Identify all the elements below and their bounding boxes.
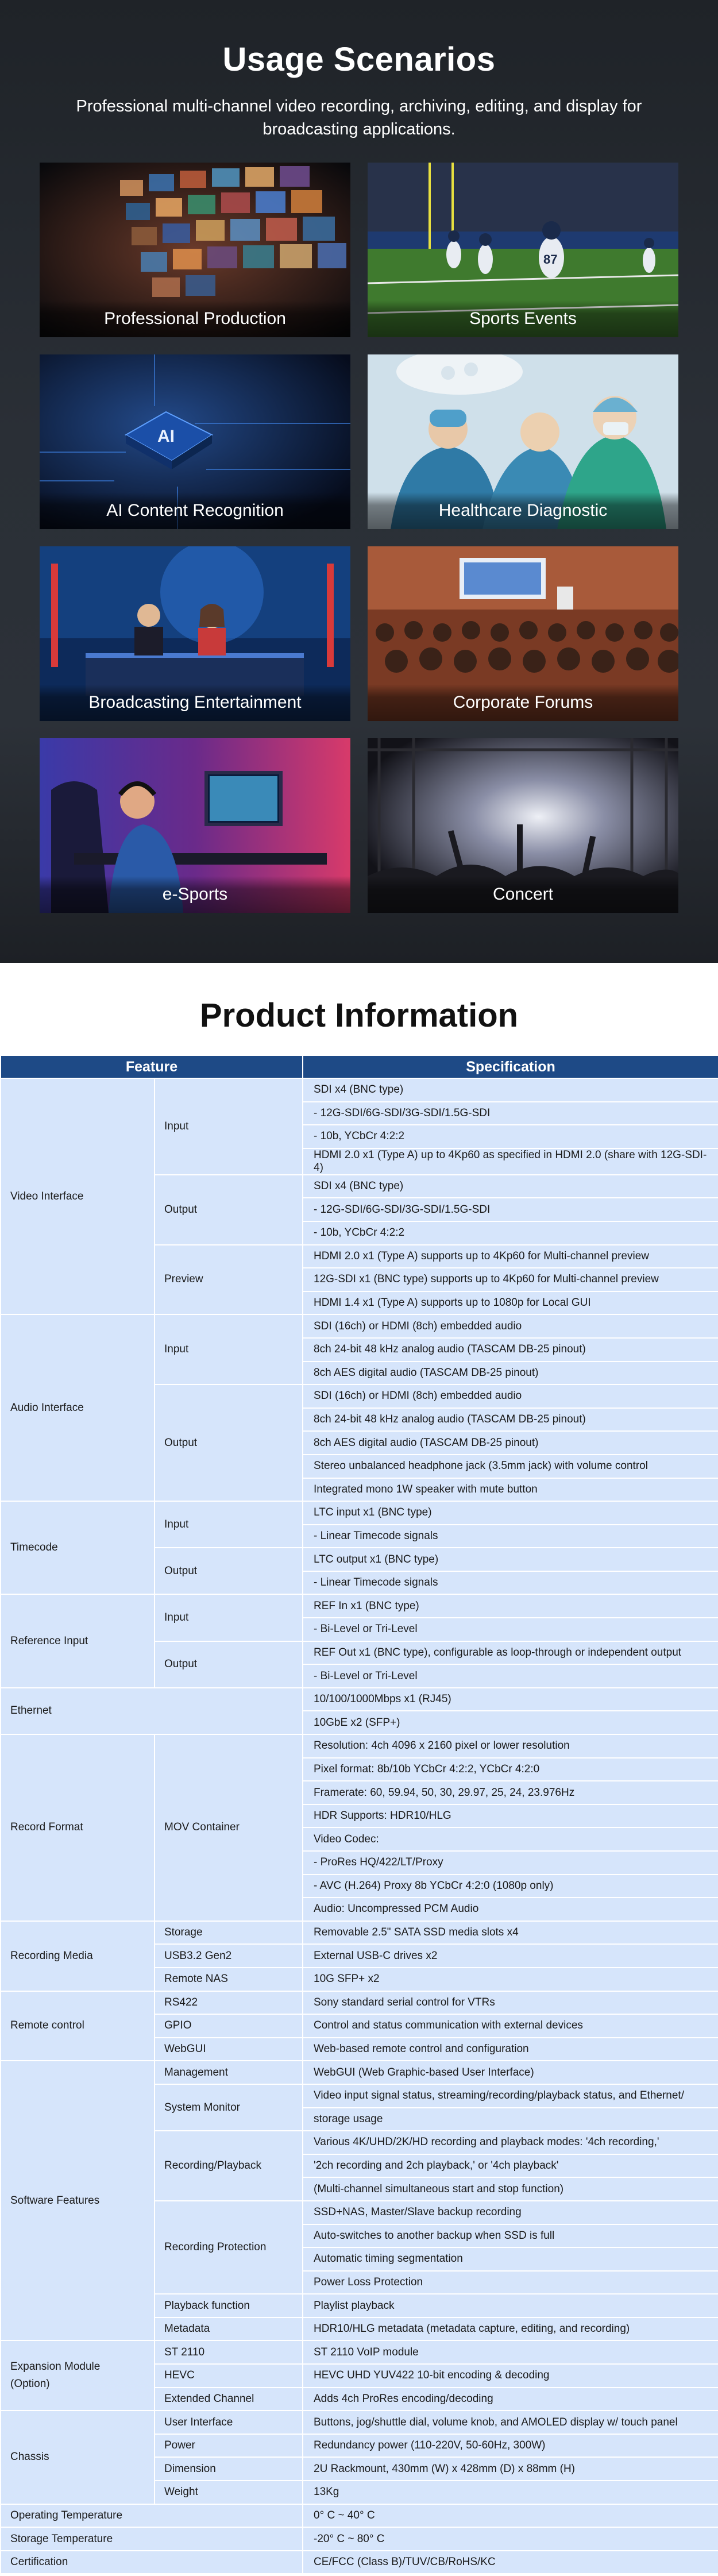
spec-cell: LTC input x1 (BNC type): [303, 1501, 718, 1525]
spec-cell: ST 2110 VoIP module: [303, 2340, 718, 2364]
subfeature-cell: Input: [155, 1594, 303, 1641]
table-row: [1, 1314, 718, 1338]
table-row: [1, 1594, 718, 1618]
spec-cell: 10G SFP+ x2: [303, 1968, 718, 1991]
spec-cell: REF In x1 (BNC type): [303, 1594, 718, 1618]
subfeature-cell: Remote NAS: [155, 1968, 303, 1991]
table-row: [1, 1991, 718, 2015]
spec-cell: - 12G-SDI/6G-SDI/3G-SDI/1.5G-SDI: [303, 1198, 718, 1221]
subfeature-cell: Output: [155, 1175, 303, 1245]
spec-cell: WebGUI (Web Graphic-based User Interface): [303, 2061, 718, 2084]
scenario-card-healthcare-diagnostic: [368, 354, 678, 529]
scenario-label: Professional Production: [40, 300, 350, 337]
spec-cell: HEVC UHD YUV422 10-bit encoding & decoding: [303, 2364, 718, 2388]
subfeature-cell: Preview: [155, 1245, 303, 1315]
spec-cell: Redundancy power (110-220V, 50-60Hz, 300W): [303, 2434, 718, 2458]
subfeature-cell: User Interface: [155, 2411, 303, 2434]
spec-cell: External USB-C drives x2: [303, 1944, 718, 1968]
spec-cell: 8ch AES digital audio (TASCAM DB-25 pinout): [303, 1431, 718, 1455]
subfeature-cell: System Monitor: [155, 2084, 303, 2131]
feature-label-option: (Option): [10, 2378, 50, 2390]
spec-cell: Playlist playback: [303, 2294, 718, 2317]
spec-cell: Stereo unbalanced headphone jack (3.5mm jack) with volume control: [303, 1455, 718, 1478]
spec-cell: SDI (16ch) or HDMI (8ch) embedded audio: [303, 1314, 718, 1338]
scenario-card-corporate-forums: [368, 546, 678, 721]
feature-cell: Operating Temperature: [1, 2504, 303, 2528]
scenario-card-broadcasting-entertainment: [40, 546, 350, 721]
subfeature-cell: MOV Container: [155, 1734, 303, 1921]
subfeature-cell: Power: [155, 2434, 303, 2458]
spec-cell: HDR Supports: HDR10/HLG: [303, 1804, 718, 1828]
spec-cell: REF Out x1 (BNC type), configurable as loop-through or independent output: [303, 1641, 718, 1665]
scenario-label: Broadcasting Entertainment: [40, 684, 350, 721]
spec-cell: CE/FCC (Class B)/TUV/CB/RoHS/KC: [303, 2551, 718, 2574]
table-header-row: [1, 1055, 718, 1078]
spec-cell: 13Kg: [303, 2481, 718, 2504]
subfeature-cell: Storage: [155, 1921, 303, 1945]
subfeature-cell: Input: [155, 1078, 303, 1175]
scenario-label: Healthcare Diagnostic: [368, 492, 678, 529]
spec-cell: storage usage: [303, 2108, 718, 2131]
scenario-label: Corporate Forums: [368, 684, 678, 721]
scenario-label: Sports Events: [368, 300, 678, 337]
spec-cell: Web-based remote control and configuration: [303, 2038, 718, 2061]
spec-cell: Resolution: 4ch 4096 x 2160 pixel or lower resolution: [303, 1734, 718, 1758]
subfeature-cell: WebGUI: [155, 2038, 303, 2061]
table-row: [1, 1078, 718, 1102]
feature-cell: Software Features: [1, 2061, 155, 2340]
spec-cell: Framerate: 60, 59.94, 50, 30, 29.97, 25, 24, 23.976Hz: [303, 1781, 718, 1804]
table-row: [1, 2504, 718, 2528]
scenario-label: e-Sports: [40, 876, 350, 913]
scenario-grid: [40, 163, 678, 913]
spec-cell: Sony standard serial control for VTRs: [303, 1991, 718, 2015]
spec-cell: HDMI 1.4 x1 (Type A) supports up to 1080p for Local GUI: [303, 1291, 718, 1315]
spec-cell: HDMI 2.0 x1 (Type A) supports up to 4Kp60 for Multi-channel preview: [303, 1245, 718, 1268]
feature-label: Expansion Module: [10, 2361, 101, 2373]
feature-cell: Recording Media: [1, 1921, 155, 1991]
table-row: [1, 2061, 718, 2084]
subfeature-cell: GPIO: [155, 2014, 303, 2038]
feature-cell: Remote control: [1, 1991, 155, 2061]
spec-cell: HDR10/HLG metadata (metadata capture, editing, and recording): [303, 2317, 718, 2341]
subfeature-cell: Output: [155, 1641, 303, 1688]
spec-cell: 8ch 24-bit 48 kHz analog audio (TASCAM DB-25 pinout): [303, 1408, 718, 1432]
table-row: [1, 2411, 718, 2434]
ai-chip-text: AI: [157, 427, 175, 446]
table-row: [1, 1688, 718, 1711]
spec-cell: 10GbE x2 (SFP+): [303, 1711, 718, 1734]
spec-cell: - AVC (H.264) Proxy 8b YCbCr 4:2:0 (1080p only): [303, 1875, 718, 1898]
spec-cell: HDMI 2.0 x1 (Type A) up to 4Kp60 as specified in HDMI 2.0 (share with 12G-SDI-4): [303, 1148, 718, 1175]
scenario-card-concert: [368, 738, 678, 913]
header-specification: Specification: [303, 1055, 718, 1078]
specification-table: [0, 1055, 718, 2574]
scenario-label: Concert: [368, 876, 678, 913]
spec-cell: - Bi-Level or Tri-Level: [303, 1664, 718, 1688]
feature-cell: Timecode: [1, 1501, 155, 1594]
spec-cell: Video input signal status, streaming/recording/playback status, and Ethernet/: [303, 2084, 718, 2108]
spec-cell: - 10b, YCbCr 4:2:2: [303, 1221, 718, 1245]
subfeature-cell: Management: [155, 2061, 303, 2084]
scenario-label: AI Content Recognition: [40, 492, 350, 529]
usage-title: Usage Scenarios: [222, 41, 496, 78]
spec-cell: - Bi-Level or Tri-Level: [303, 1618, 718, 1641]
spec-cell: - Linear Timecode signals: [303, 1571, 718, 1595]
feature-cell: Chassis: [1, 2411, 155, 2504]
spec-cell: Buttons, jog/shuttle dial, volume knob, and AMOLED display w/ touch panel: [303, 2411, 718, 2434]
spec-cell: SDI (16ch) or HDMI (8ch) embedded audio: [303, 1385, 718, 1408]
spec-cell: Video Codec:: [303, 1827, 718, 1851]
spec-cell: Control and status communication with external devices: [303, 2014, 718, 2038]
spec-cell: Removable 2.5" SATA SSD media slots x4: [303, 1921, 718, 1945]
spec-cell: Auto-switches to another backup when SSD is full: [303, 2224, 718, 2248]
subfeature-cell: Input: [155, 1314, 303, 1385]
subfeature-cell: Output: [155, 1548, 303, 1594]
table-row: [1, 2340, 718, 2364]
table-row: [1, 2527, 718, 2551]
feature-cell: Ethernet: [1, 1688, 303, 1734]
feature-cell: Certification: [1, 2551, 303, 2574]
spec-cell: Power Loss Protection: [303, 2271, 718, 2295]
subfeature-cell: Input: [155, 1501, 303, 1548]
subfeature-cell: Recording Protection: [155, 2201, 303, 2294]
scenario-card-e-sports: [40, 738, 350, 913]
spec-cell: 12G-SDI x1 (BNC type) supports up to 4Kp60 for Multi-channel preview: [303, 1268, 718, 1291]
subfeature-cell: Dimension: [155, 2457, 303, 2481]
feature-cell: Reference Input: [1, 1594, 155, 1687]
spec-cell: 8ch 24-bit 48 kHz analog audio (TASCAM DB-25 pinout): [303, 1338, 718, 1362]
subfeature-cell: USB3.2 Gen2: [155, 1944, 303, 1968]
feature-cell: [1, 2340, 155, 2411]
spec-cell: Automatic timing segmentation: [303, 2247, 718, 2271]
spec-cell: - ProRes HQ/422/LT/Proxy: [303, 1851, 718, 1875]
feature-cell: Record Format: [1, 1734, 155, 1921]
spec-cell: Audio: Uncompressed PCM Audio: [303, 1898, 718, 1921]
subfeature-cell: RS422: [155, 1991, 303, 2015]
feature-cell: Video Interface: [1, 1078, 155, 1314]
spec-cell: LTC output x1 (BNC type): [303, 1548, 718, 1571]
jersey-number: 87: [543, 252, 558, 267]
spec-cell: (Multi-channel simultaneous start and stop function): [303, 2177, 718, 2201]
spec-cell: - 10b, YCbCr 4:2:2: [303, 1125, 718, 1148]
subfeature-cell: Metadata: [155, 2317, 303, 2341]
subfeature-cell: Extended Channel: [155, 2388, 303, 2411]
subfeature-cell: Recording/Playback: [155, 2131, 303, 2201]
spec-cell: 8ch AES digital audio (TASCAM DB-25 pinout): [303, 1362, 718, 1385]
spec-cell: - Linear Timecode signals: [303, 1525, 718, 1548]
spec-cell: Various 4K/UHD/2K/HD recording and playback modes: '4ch recording,': [303, 2131, 718, 2154]
spec-cell: Pixel format: 8b/10b YCbCr 4:2:2, YCbCr 4:2:0: [303, 1758, 718, 1781]
table-row: [1, 1921, 718, 1945]
scenario-card-ai-content-recognition: [40, 354, 350, 529]
subfeature-cell: Output: [155, 1385, 303, 1501]
scenario-card-sports-events: [368, 163, 678, 337]
subfeature-cell: Weight: [155, 2481, 303, 2504]
spec-cell: SDI x4 (BNC type): [303, 1078, 718, 1102]
spec-cell: '2ch recording and 2ch playback,' or '4ch playback': [303, 2154, 718, 2178]
table-row: [1, 1734, 718, 1758]
spec-cell: -20° C ~ 80° C: [303, 2527, 718, 2551]
subfeature-cell: HEVC: [155, 2364, 303, 2388]
subfeature-cell: ST 2110: [155, 2340, 303, 2364]
spec-cell: 10/100/1000Mbps x1 (RJ45): [303, 1688, 718, 1711]
spec-cell: SDI x4 (BNC type): [303, 1175, 718, 1198]
subfeature-cell: Playback function: [155, 2294, 303, 2317]
table-row: [1, 1501, 718, 1525]
spec-cell: Adds 4ch ProRes encoding/decoding: [303, 2388, 718, 2411]
spec-cell: Integrated mono 1W speaker with mute button: [303, 1478, 718, 1502]
feature-cell: Audio Interface: [1, 1314, 155, 1501]
usage-scenarios-section: [0, 0, 718, 963]
table-row: [1, 2551, 718, 2574]
product-information-title: Product Information: [199, 997, 519, 1034]
scenario-card-professional-production: [40, 163, 350, 337]
usage-subtitle: Professional multi-channel video recording, archiving, editing, and display for broadcasting applications.: [76, 97, 642, 138]
spec-cell: 0° C ~ 40° C: [303, 2504, 718, 2528]
feature-cell: Storage Temperature: [1, 2527, 303, 2551]
spec-cell: SSD+NAS, Master/Slave backup recording: [303, 2201, 718, 2224]
spec-cell: - 12G-SDI/6G-SDI/3G-SDI/1.5G-SDI: [303, 1102, 718, 1125]
header-feature: Feature: [1, 1055, 303, 1078]
spec-cell: 2U Rackmount, 430mm (W) x 428mm (D) x 88mm (H): [303, 2457, 718, 2481]
